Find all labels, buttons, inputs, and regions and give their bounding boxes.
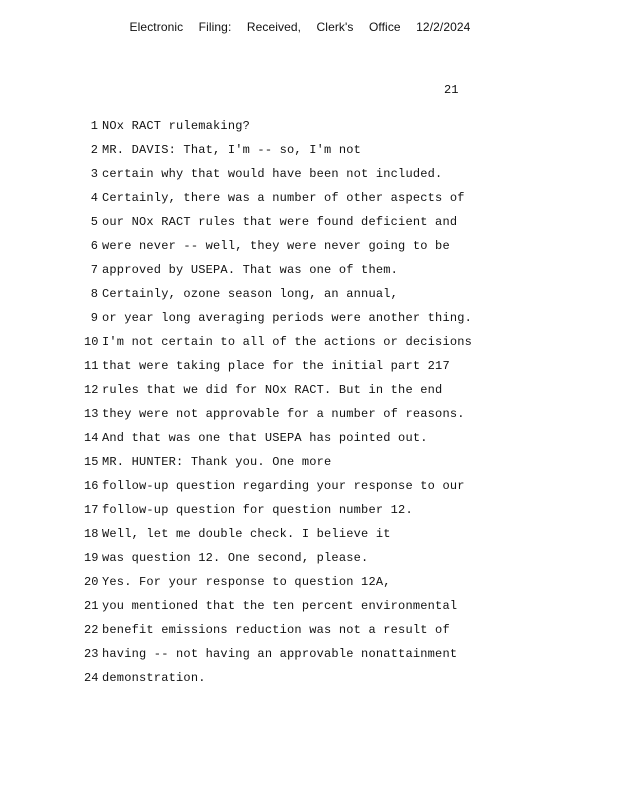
line-number: 9 xyxy=(90,311,98,325)
header-part: Office xyxy=(368,20,401,34)
line-number: 18 xyxy=(84,527,99,541)
header-part: Filing: xyxy=(198,20,232,34)
line-number: 11 xyxy=(84,359,99,373)
line-text: MR. HUNTER: Thank you. One more xyxy=(102,455,332,469)
line-number: 19 xyxy=(84,551,99,565)
transcript-line xyxy=(0,308,618,332)
line-number: 24 xyxy=(84,671,99,685)
line-text: approved by USEPA. That was one of them. xyxy=(102,263,399,277)
transcript-line xyxy=(0,284,618,308)
line-text: you mentioned that the ten percent environmental xyxy=(102,599,458,613)
line-number: 21 xyxy=(84,599,99,613)
transcript-line xyxy=(0,548,618,572)
transcript-line xyxy=(0,644,618,668)
line-text: our NOx RACT rules that were found deficient and xyxy=(102,215,458,229)
line-number: 23 xyxy=(84,647,99,661)
line-number: 1 xyxy=(90,119,98,133)
transcript-line xyxy=(0,116,618,140)
line-text: NOx RACT rulemaking? xyxy=(102,119,251,133)
filing-header xyxy=(0,20,600,34)
line-text: they were not approvable for a number of reasons. xyxy=(102,407,465,421)
line-text: or year long averaging periods were another thing. xyxy=(102,311,473,325)
transcript-line xyxy=(0,668,618,692)
line-number: 22 xyxy=(84,623,99,637)
transcript-line xyxy=(0,164,618,188)
line-text: was question 12. One second, please. xyxy=(102,551,369,565)
line-text: Well, let me double check. I believe it xyxy=(102,527,391,541)
transcript-line xyxy=(0,428,618,452)
line-number: 3 xyxy=(90,167,98,181)
header-part: 12/2/2024 xyxy=(416,20,471,34)
line-number: 6 xyxy=(90,239,98,253)
line-text: Yes. For your response to question 12A, xyxy=(102,575,391,589)
transcript-lines xyxy=(0,116,618,692)
line-number: 12 xyxy=(84,383,99,397)
line-number: 8 xyxy=(90,287,98,301)
line-number: 15 xyxy=(84,455,99,469)
line-text: follow-up question for question number 12. xyxy=(102,503,413,517)
header-part: Received, xyxy=(246,20,302,34)
line-text: follow-up question regarding your response to our xyxy=(102,479,465,493)
transcript-line xyxy=(0,596,618,620)
line-number: 4 xyxy=(90,191,98,205)
transcript-line xyxy=(0,236,618,260)
line-number: 5 xyxy=(90,215,98,229)
line-number: 16 xyxy=(84,479,99,493)
line-number: 2 xyxy=(90,143,98,157)
line-number: 10 xyxy=(84,335,99,349)
line-text: having -- not having an approvable nonattainment xyxy=(102,647,458,661)
header-part: Clerk's xyxy=(316,20,354,34)
transcript-line xyxy=(0,476,618,500)
transcript-line xyxy=(0,212,618,236)
line-text: MR. DAVIS: That, I'm -- so, I'm not xyxy=(102,143,362,157)
transcript-line xyxy=(0,524,618,548)
transcript-line xyxy=(0,356,618,380)
line-number: 7 xyxy=(90,263,98,277)
header-part: Electronic xyxy=(129,20,184,34)
transcript-line xyxy=(0,140,618,164)
line-number: 13 xyxy=(84,407,99,421)
page-number: 21 xyxy=(444,83,459,97)
transcript-line xyxy=(0,500,618,524)
transcript-line xyxy=(0,620,618,644)
line-text: rules that we did for NOx RACT. But in the end xyxy=(102,383,443,397)
line-text: benefit emissions reduction was not a result of xyxy=(102,623,450,637)
line-number: 14 xyxy=(84,431,99,445)
transcript-line xyxy=(0,260,618,284)
transcript-line xyxy=(0,188,618,212)
line-text: Certainly, ozone season long, an annual, xyxy=(102,287,399,301)
line-number: 20 xyxy=(84,575,99,589)
transcript-line xyxy=(0,404,618,428)
line-text: I'm not certain to all of the actions or decisions xyxy=(102,335,473,349)
line-number: 17 xyxy=(84,503,99,517)
line-text: were never -- well, they were never going to be xyxy=(102,239,450,253)
line-text: certain why that would have been not included. xyxy=(102,167,443,181)
line-text: that were taking place for the initial part 217 xyxy=(102,359,450,373)
line-text: And that was one that USEPA has pointed out. xyxy=(102,431,428,445)
transcript-line xyxy=(0,332,618,356)
transcript-line xyxy=(0,572,618,596)
transcript-line xyxy=(0,380,618,404)
line-text: demonstration. xyxy=(102,671,206,685)
transcript-line xyxy=(0,452,618,476)
line-text: Certainly, there was a number of other aspects of xyxy=(102,191,465,205)
